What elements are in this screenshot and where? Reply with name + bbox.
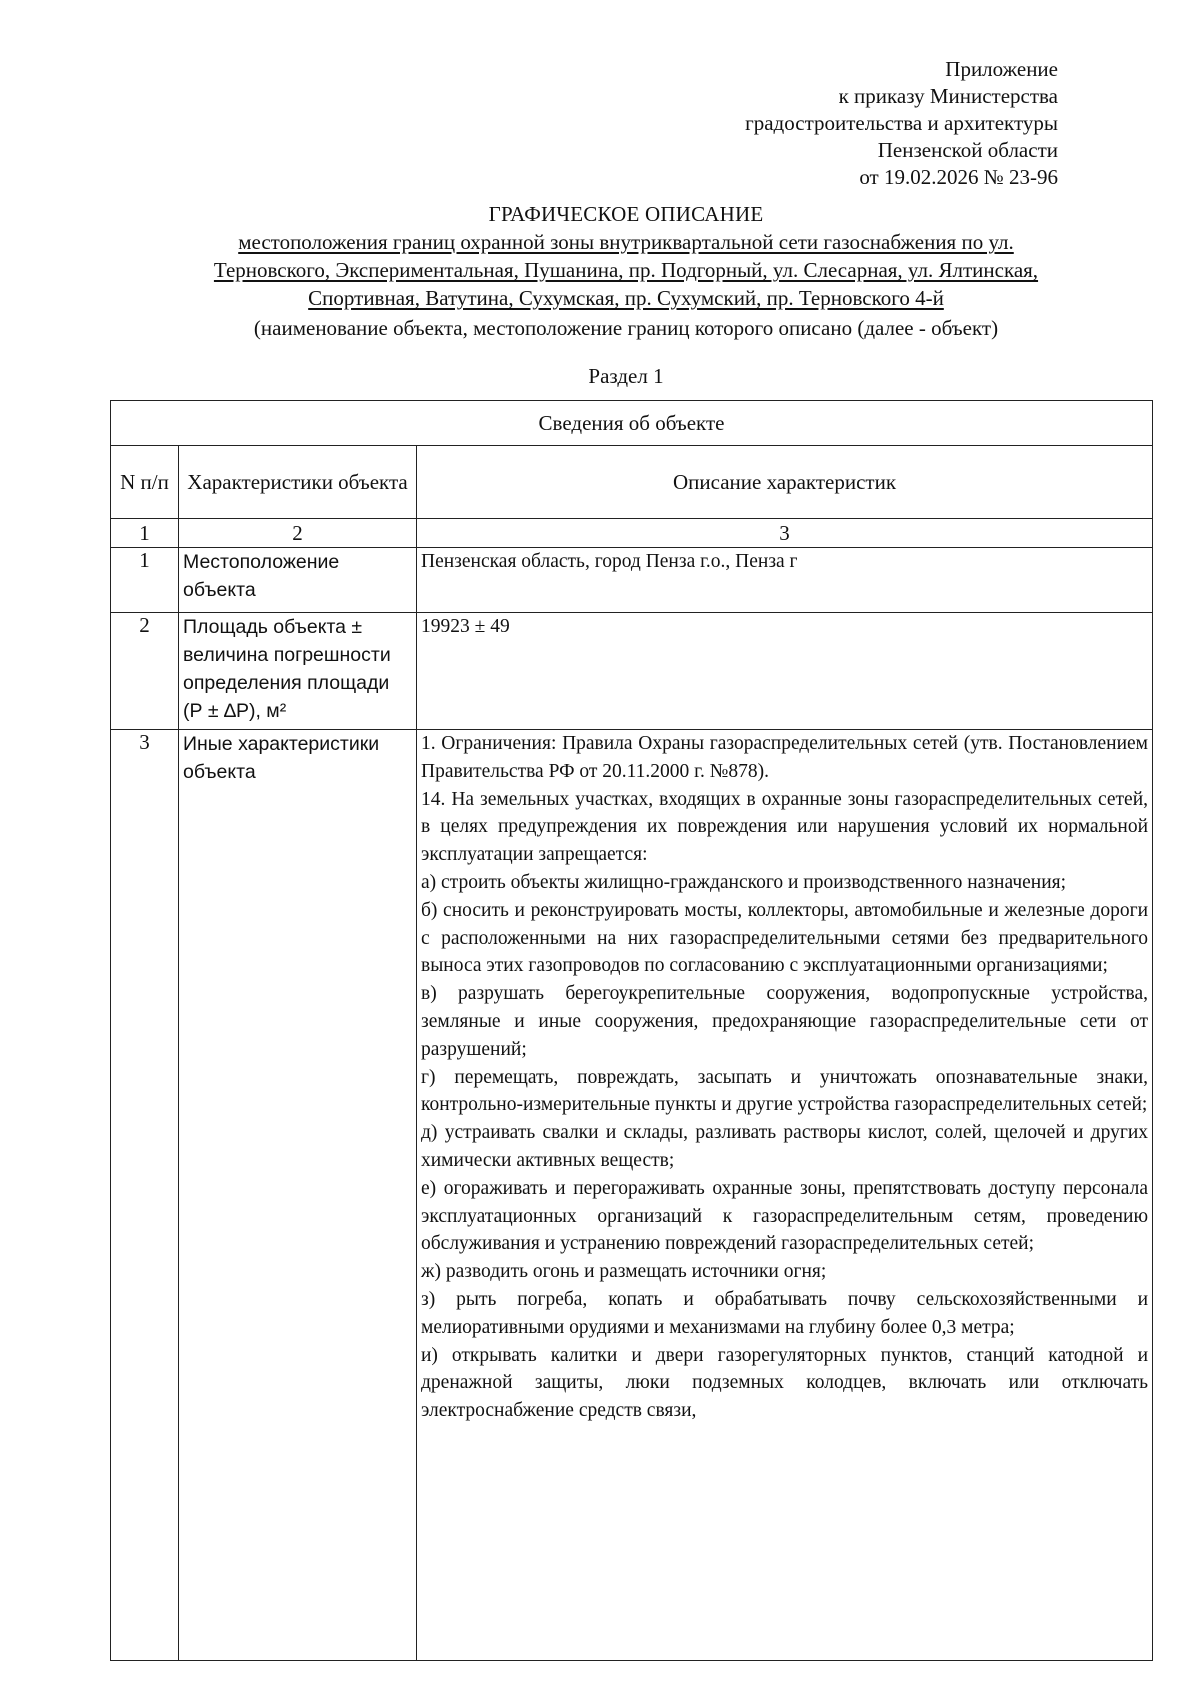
row-number: 1: [111, 548, 179, 613]
table-row: [111, 730, 1153, 1661]
row-number: 2: [111, 613, 179, 730]
appendix-line: Приложение: [945, 57, 1058, 81]
table-header-row: [111, 446, 1153, 519]
description-paragraph: а) строить объекты жилищно-гражданского и производственного назначения;: [421, 871, 1067, 893]
section-title: Раздел 1: [588, 364, 664, 388]
location-line: местоположения границ охранной зоны внутриквартальной сети газоснабжения по ул.: [238, 230, 1014, 254]
description-paragraph: з) рыть погреба, копать и обрабатывать почву сельскохозяйственными и мелиоративными орудиями и механизмами на глубину более 0,3 метра;: [421, 1288, 1149, 1338]
page-title: ГРАФИЧЕСКОЕ ОПИСАНИЕ: [488, 202, 764, 226]
row-number: 3: [111, 730, 179, 1661]
description-paragraph: г) перемещать, повреждать, засыпать и уничтожать опознавательные знаки, контрольно-измерительные пункты и другие устройства газораспределительных сетей;: [421, 1066, 1149, 1116]
appendix-line: от 19.02.2026 № 23-96: [859, 165, 1058, 189]
column-header: N п/п: [111, 446, 179, 519]
description-paragraph: и) открывать калитки и двери газорегуляторных пунктов, станций катодной и дренажной защиты, люки подземных колодцев, включать или отключать электроснабжение средств связи,: [421, 1344, 1149, 1422]
appendix-line: градостроительства и архитектуры: [745, 111, 1058, 135]
column-header: Характеристики объекта: [179, 446, 417, 519]
description-paragraph: 14. На земельных участках, входящих в охранные зоны газораспределительных сетей, в целях предупреждения их повреждения или нарушения условий их нормальной эксплуатации запрещается:: [421, 788, 1149, 866]
column-number-row: [111, 519, 1153, 548]
column-number: 3: [417, 519, 1153, 548]
document-heading: [100, 200, 1152, 342]
description-paragraph: е) огораживать и перегораживать охранные зоны, препятствовать доступу персонала эксплуатационных организаций к газораспределительным сетям, проведению обслуживания и устранению повреждений газораспределительных сетей;: [421, 1177, 1149, 1255]
location-line: Спортивная, Ватутина, Сухумская, пр. Сухумский, пр. Терновского 4-й: [308, 286, 944, 310]
description-paragraph: Пензенская область, город Пенза г.о., Пенза г: [421, 551, 798, 572]
description-paragraph: д) устраивать свалки и склады, разливать растворы кислот, солей, щелочей и других химически активных веществ;: [421, 1122, 1149, 1171]
table-row: [111, 548, 1153, 613]
description-paragraph: б) сносить и реконструировать мосты, коллекторы, автомобильные и железные дороги с расположенными на них газораспределительными сетями без предварительного выноса этих газопроводов по согласованию с эксплуатационными организациями;: [421, 899, 1149, 977]
table-row: [111, 613, 1153, 730]
appendix-line: Пензенской области: [877, 138, 1058, 162]
appendix-line: к приказу Министерства: [838, 84, 1058, 108]
row-characteristic: Иные характеристики объекта: [179, 730, 417, 1661]
object-name-note: (наименование объекта, местоположение границ которого описано (далее - объект): [253, 316, 999, 340]
row-description: [417, 613, 1153, 730]
column-number: 1: [111, 519, 179, 548]
row-description: [417, 730, 1153, 1661]
column-header: Описание характеристик: [417, 446, 1153, 519]
row-description: [417, 548, 1153, 613]
description-paragraph: 19923 ± 49: [421, 616, 510, 637]
appendix-block: [745, 56, 1058, 191]
location-line: Терновского, Экспериментальная, Пушанина, пр. Подгорный, ул. Слесарная, ул. Ялтинская,: [213, 258, 1039, 282]
description-paragraph: ж) разводить огонь и размещать источники огня;: [421, 1261, 827, 1283]
description-paragraph: в) разрушать берегоукрепительные сооружения, водопропускные устройства, земляные и иные сооружения, предохраняющие газораспределительные сети от разрушений;: [421, 983, 1149, 1060]
table-caption: Сведения об объекте: [111, 401, 1153, 446]
object-info-table: [110, 400, 1153, 1661]
row-characteristic: Площадь объекта ± величина погрешности определения площади (Р ± ∆Р), м²: [179, 613, 417, 730]
row-characteristic: Местоположение объекта: [179, 548, 417, 613]
column-number: 2: [179, 519, 417, 548]
description-paragraph: 1. Ограничения: Правила Охраны газораспределительных сетей (утв. Постановлением Правительства РФ от 20.11.2000 г. №878).: [421, 733, 1149, 782]
